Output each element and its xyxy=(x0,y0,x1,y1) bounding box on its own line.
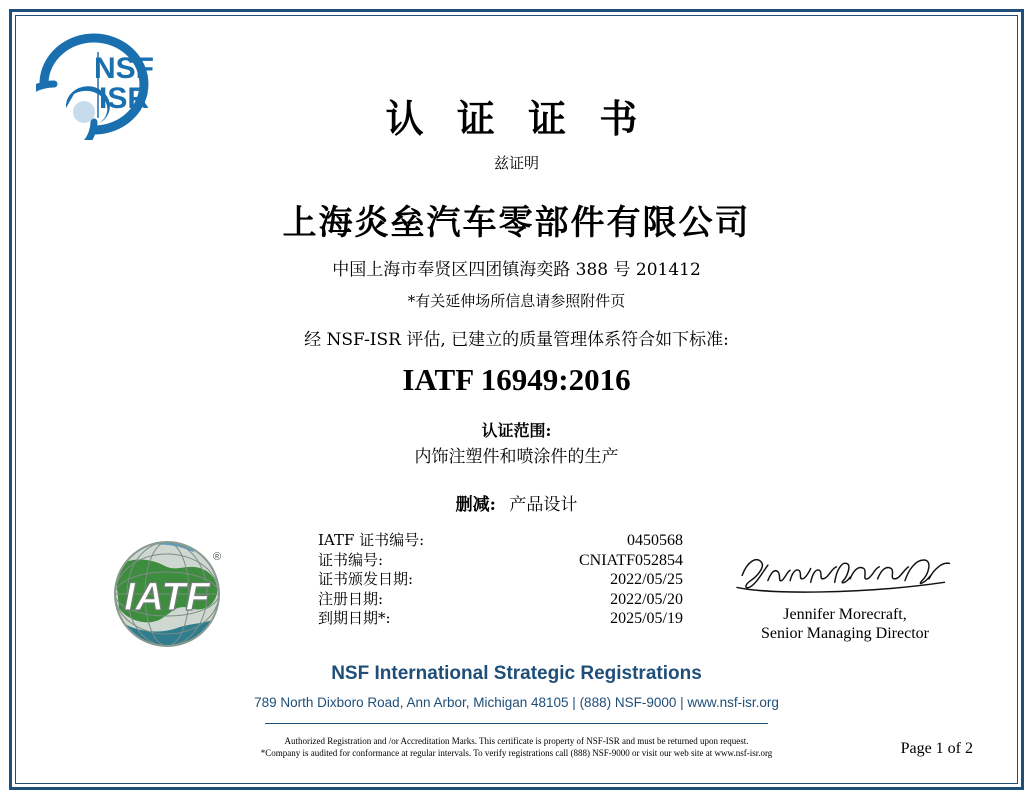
detail-value: 2022/05/20 xyxy=(610,590,683,608)
exclusion-label: 删减: xyxy=(455,495,496,515)
detail-label: 到期日期*: xyxy=(318,609,391,627)
footer-divider xyxy=(265,723,768,724)
company-address: 中国上海市奉贤区四团镇海奕路 388 号 201412 xyxy=(332,260,701,280)
signature-image xyxy=(715,548,975,596)
detail-value: 0450568 xyxy=(627,532,683,549)
detail-label: 证书颁发日期: xyxy=(318,570,414,588)
table-row xyxy=(318,552,683,570)
organization-name: NSF International Strategic Registrations xyxy=(331,663,702,684)
assessment-line: 经 NSF-ISR 评估, 已建立的质量管理体系符合如下标准: xyxy=(304,330,729,350)
scope-heading: 认证范围: xyxy=(481,421,552,440)
certificate-details-table xyxy=(318,532,683,630)
detail-label: IATF 证书编号: xyxy=(318,531,425,549)
detail-value: CNIATF052854 xyxy=(578,551,683,569)
company-name: 上海炎垒汽车零部件有限公司 xyxy=(282,203,751,243)
organization-address: 789 North Dixboro Road, Ann Arbor, Michigan 48105 | (888) NSF-9000 | www.nsf-isr.org xyxy=(254,695,779,710)
certificate-title: 认 证 证 书 xyxy=(385,96,648,141)
table-row xyxy=(318,591,683,609)
table-row xyxy=(318,571,683,589)
nsf-logo-text-nsf: NSF xyxy=(94,52,154,85)
signature-block xyxy=(700,548,990,643)
extension-note: *有关延伸场所信息请参照附件页 xyxy=(407,292,626,310)
exclusion-line xyxy=(0,490,1033,515)
nsf-logo-text-isr: ISR xyxy=(98,82,150,115)
fineprint-line-1: Authorized Registration and /or Accreditation Marks. This certificate is property of NSF-ISR and must be returned upon request. xyxy=(284,736,749,746)
detail-label: 证书编号: xyxy=(318,550,384,569)
detail-value: 2022/05/25 xyxy=(610,571,683,588)
table-row xyxy=(318,532,683,550)
standard-name: IATF 16949:2016 xyxy=(402,362,631,397)
table-row xyxy=(318,610,683,628)
exclusion-value: 产品设计 xyxy=(509,495,578,515)
certify-line: 兹证明 xyxy=(493,154,539,172)
fineprint-line-2: *Company is audited for conformance at regular intervals. To verify registrations call (888) NSF-9000 or visit our web site at www.nsf-isr.org xyxy=(260,748,773,758)
iatf-logo-text: IATF xyxy=(124,575,210,619)
signatory-title: Senior Managing Director xyxy=(761,625,929,642)
detail-label: 注册日期: xyxy=(318,589,384,608)
svg-text:®: ® xyxy=(212,551,222,563)
detail-value: 2025/05/19 xyxy=(610,610,683,627)
page-number: Page 1 of 2 xyxy=(900,740,973,757)
scope-text: 内饰注塑件和喷涂件的生产 xyxy=(414,447,619,467)
signatory-name: Jennifer Morecraft, xyxy=(783,606,907,623)
